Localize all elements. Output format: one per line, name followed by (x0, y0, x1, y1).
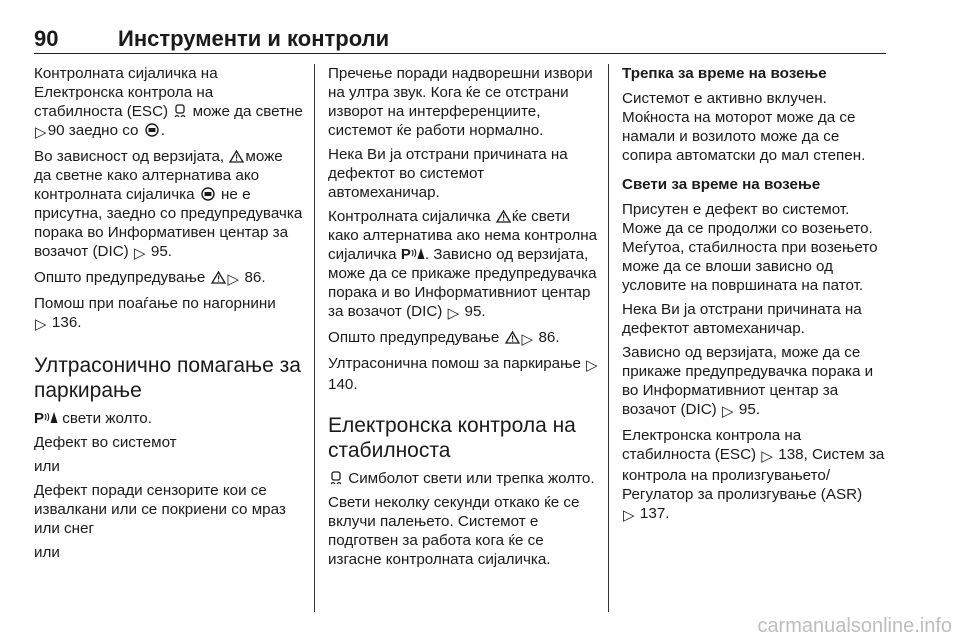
paragraph: Симболот свети или трепка жолто. (328, 469, 600, 488)
paragraph: Дефект поради сензорите кои се извалкани или се покриени со мраз или снег (34, 482, 286, 537)
column-3 (622, 64, 890, 530)
reference-arrow-icon: ▷ (721, 403, 734, 420)
reference-arrow-icon: ▷ (623, 507, 635, 524)
subsection-heading: Трепка за време на возење (622, 65, 827, 82)
paragraph: Ултрасонична помош за паркирање ▷ 140. (328, 355, 598, 393)
paragraph: Електронска контрола на стабилноста (ESC) ▷ 138, Систем за контрола на пролизгувањето/ Регулатор за пролизгување (ASR) ▷ 137. (622, 427, 885, 524)
paragraph: Свети неколку секунди откако ќе се вклучи палењето. Системот е подготвен за работа кога ќе се изгасне контролната сијаличка. (328, 494, 580, 568)
section-heading: Електронска контрола на стабилноста (328, 414, 576, 462)
paragraph: Пречење поради надворешни извори на ултра звук. Кога ќе се отстрани изворот на интерференциите, системот ќе работи нормално. (328, 65, 593, 139)
paragraph: или (34, 544, 60, 561)
paragraph: Контролната сијаличка ќе свети како алтернатива ако нема контролна сијаличка P . Зависно од верзијата, може да се прикаже предупредувачка порака и во Информативниот центар за возачот (DIC) ▷ 95. (328, 208, 598, 322)
reference-arrow-icon: ▷ (35, 316, 47, 333)
vehicle-symbol-icon (200, 187, 216, 201)
paragraph: или (34, 458, 60, 475)
paragraph: Нека Ви ја отстрани причината на дефектот автомеханичар. (622, 301, 862, 337)
reference-arrow-icon: ▷ (761, 448, 774, 465)
parking-sensor-icon: P (401, 246, 425, 263)
reference-arrow-icon: ▷ (586, 357, 598, 374)
parking-sensor-icon: P (34, 410, 58, 427)
reference-arrow-icon: ▷ (227, 271, 240, 288)
paragraph: Контролната сијаличка на Електронска контрола на стабилноста (ESC) може да светне ▷90 заедно со . (34, 65, 303, 141)
paragraph: Нека Ви ја отстрани причината на дефектот во системот автомеханичар. (328, 146, 568, 201)
page-header (34, 22, 886, 54)
esc-car-icon (329, 471, 343, 485)
column-1 (34, 64, 304, 567)
header-rule (34, 53, 886, 54)
paragraph: Општо предупредување ▷ 86. (34, 269, 266, 288)
section-heading: Ултрасонично помагање за паркирање (34, 354, 301, 402)
page-title: Инструменти и контроли (118, 26, 390, 51)
paragraph: Општо предупредување ▷ 86. (328, 329, 560, 348)
reference-arrow-icon: ▷ (35, 124, 47, 141)
warning-triangle-icon (496, 210, 511, 223)
paragraph: P свети жолто. (34, 410, 152, 427)
column-divider (314, 64, 315, 612)
column-divider (608, 64, 609, 612)
paragraph: Зависно од верзијата, може да се прикаже предупредувачка порака и во Информативниот центар за возачот (DIC) ▷ 95. (622, 344, 874, 420)
paragraph: Дефект во системот (34, 434, 177, 451)
paragraph: Присутен е дефект во системот. Може да се продолжи со возењето. Меѓутоа, стабилноста при возењето може да се влоши зависно од условите на површината на патот. (622, 201, 878, 294)
subsection-heading: Свети за време на возење (622, 176, 821, 193)
warning-triangle-icon (505, 331, 520, 344)
paragraph: Помош при поаѓање по нагорнини ▷ 136. (34, 295, 276, 333)
paragraph: Во зависност од верзијата, може да светне како алтернатива ако контролната сијаличка не е присутна, заедно со предупредувачка порака во Информативен центар за возачот (DIC) ▷ 95. (34, 148, 303, 262)
paragraph: Системот е активно вклучен. Моќноста на моторот може да се намали и возилото може да се сопира автоматски до мал степен. (622, 90, 866, 164)
esc-car-icon (173, 104, 187, 118)
warning-triangle-icon (211, 271, 226, 284)
reference-arrow-icon: ▷ (133, 245, 146, 262)
reference-arrow-icon: ▷ (447, 305, 460, 322)
column-2 (328, 64, 600, 574)
reference-arrow-icon: ▷ (521, 331, 534, 348)
warning-triangle-icon (229, 150, 244, 163)
watermark: carmanualsonline.info (757, 615, 952, 637)
vehicle-symbol-icon (144, 123, 160, 137)
page-number: 90 (34, 26, 59, 51)
